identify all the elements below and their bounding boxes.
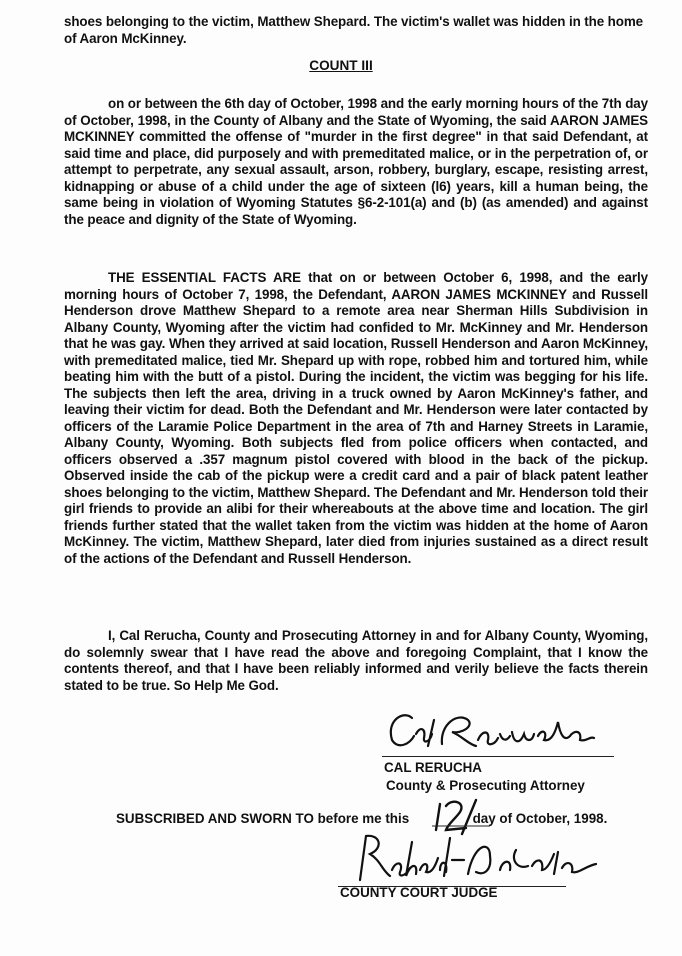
count-heading: COUNT III <box>309 58 373 73</box>
signer-title: County & Prosecuting Attorney <box>386 778 585 793</box>
judge-signature <box>340 830 610 890</box>
prosecutor-signature <box>382 700 642 760</box>
oath-paragraph: I, Cal Rerucha, County and Prosecuting Attorney in and for Albany County, Wyoming, do solemnly swear that I have read the above and foregoing Complaint, that I know the contents thereof, and that I have been reliably informed and verily believe the facts therein stated to be true. So Help Me God. <box>64 628 648 693</box>
sworn-suffix: day of October, 1998. <box>472 811 608 826</box>
judge-title: COUNTY COURT JUDGE <box>340 885 498 900</box>
sworn-prefix: SUBSCRIBED AND SWORN TO before me this <box>116 811 410 826</box>
signature-line <box>382 756 614 757</box>
count-paragraph: on or between the 6th day of October, 1998 and the early morning hours of the 7th day of October, 1998, in the County of Albany and the State of Wyoming, the said AARON JAMES MCKINNEY committed the offense of "murder in the first degree" in that said Defendant, at said time and place, did purposely and with premeditated malice, or in the perpetration of, or attempt to perpetrate, any sexual assault, arson, robbery, burglary, escape, resisting arrest, kidnapping or abuse of a child under the age of sixteen (l6) years, kill a human being, the same being in violation of Wyoming Statutes §6-2-101(a) and (b) (as amended) and against the peace and dignity of the State of Wyoming. <box>64 96 648 227</box>
essential-facts-paragraph: THE ESSENTIAL FACTS ARE that on or between October 6, 1998, and the early morning hours of October 7, 1998, the Defendant, AARON JAMES MCKINNEY and Russell Henderson drove Matthew Shepard to a remote area near Sherman Hills Subdivision in Albany County, Wyoming after the victim had confided to Mr. McKinney and Mr. Henderson that he was gay. When they arrived at said location, Russell Henderson and Aaron McKinney, with premeditated malice, tied Mr. Shepard up with rope, robbed him and tortured him, while beating him with the butt of a pistol. During the incident, the victim was begging for his life. The subjects then left the area, driving in a truck owned by Aaron McKinney's father, and leaving their victim for dead. Both the Defendant and Mr. Henderson were later contacted by officers of the Laramie Police Department in the area of 7th and Harney Streets in Laramie, Albany County, Wyoming. Both subjects fled from police officers when contacted, and officers observed a .357 magnum pistol covered with blood in the back of the pickup. Observed inside the cab of the pickup were a credit card and a pair of black patent leather shoes belonging to the victim, Matthew Shepard. The Defendant and Mr. Henderson told their girl friends to provide an alibi for their whereabouts at the above time and location. The girl friends further stated that the wallet taken from the victim was hidden at the home of Aaron McKinney. The victim, Matthew Shepard, later died from injuries sustained as a direct result of the actions of the Defendant and Russell Henderson. <box>64 270 648 566</box>
sworn-statement <box>116 811 607 826</box>
signer-name: CAL RERUCHA <box>384 760 482 775</box>
top-paragraph: shoes belonging to the victim, Matthew Shepard. The victim's wallet was hidden in the home of Aaron McKinney. <box>64 14 643 46</box>
